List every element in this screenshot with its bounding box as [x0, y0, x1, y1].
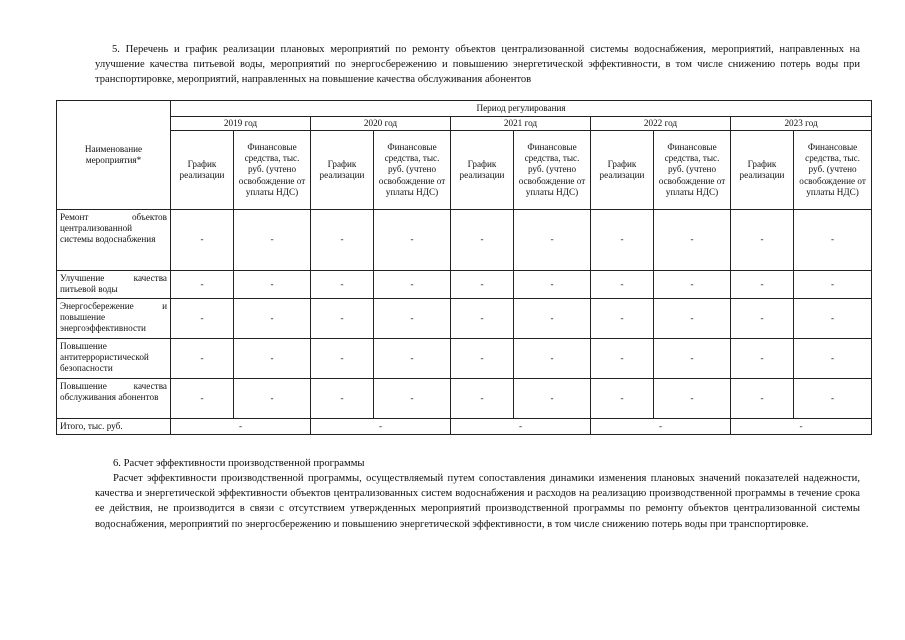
header-year: 2019 год	[171, 117, 311, 131]
table-cell: -	[171, 210, 234, 271]
total-row	[57, 419, 872, 435]
table-cell: -	[311, 271, 374, 299]
table-row	[57, 299, 872, 339]
header-schedule: График реализации	[451, 131, 514, 210]
table-cell: -	[654, 210, 731, 271]
table-cell: -	[171, 271, 234, 299]
table-cell: -	[654, 339, 731, 379]
table-cell: -	[654, 379, 731, 419]
plan-table	[56, 100, 872, 435]
header-year: 2020 год	[311, 117, 451, 131]
section-5-text: 5. Перечень и график реализации плановых мероприятий по ремонту объектов централизованной системы водоснабжения, мероприятий, направленных на улучшение качества питьевой воды, мероприятий по энергосбережению и повышению энергетической эффективности, в том числе снижению потерь воды при транспортировке, мероприятий, направленных на повышение качества обслуживания абонентов	[95, 44, 860, 86]
table-cell: -	[311, 210, 374, 271]
table-cell: -	[794, 379, 872, 419]
table-cell: -	[591, 210, 654, 271]
table-cell: -	[234, 271, 311, 299]
table-cell: -	[311, 299, 374, 339]
header-year: 2022 год	[591, 117, 731, 131]
total-label: Итого, тыс. руб.	[57, 419, 171, 435]
table-cell: -	[451, 299, 514, 339]
table-cell: -	[731, 271, 794, 299]
table-cell: -	[374, 339, 451, 379]
table-cell: -	[374, 271, 451, 299]
table-row	[57, 210, 872, 271]
table-cell: -	[451, 339, 514, 379]
table-cell: -	[514, 379, 591, 419]
table-cell: -	[374, 299, 451, 339]
table-row	[57, 339, 872, 379]
table-cell: -	[591, 271, 654, 299]
header-schedule: График реализации	[311, 131, 374, 210]
header-finance: Финансовые средства, тыс. руб. (учтено освобождение от уплаты НДС)	[514, 131, 591, 210]
header-finance: Финансовые средства, тыс. руб. (учтено освобождение от уплаты НДС)	[374, 131, 451, 210]
table-cell: -	[794, 210, 872, 271]
table-cell: -	[654, 271, 731, 299]
table-cell: -	[374, 210, 451, 271]
table-cell: -	[591, 339, 654, 379]
table-cell: -	[451, 379, 514, 419]
total-cell: -	[451, 419, 591, 435]
table-row	[57, 379, 872, 419]
table-cell: -	[311, 379, 374, 419]
table-cell: -	[654, 299, 731, 339]
row-name: Повышение антитеррористической безопасности	[57, 339, 171, 379]
total-cell: -	[311, 419, 451, 435]
table-cell: -	[374, 379, 451, 419]
header-name: Наименование мероприятия*	[57, 101, 171, 210]
table-cell: -	[514, 271, 591, 299]
table-cell: -	[171, 299, 234, 339]
row-name: Ремонт объектов централизованной системы водоснабжения	[57, 210, 171, 271]
header-period: Период регулирования	[171, 101, 872, 117]
table-cell: -	[234, 339, 311, 379]
table-cell: -	[234, 210, 311, 271]
table-cell: -	[514, 299, 591, 339]
row-name: Улучшение качества питьевой воды	[57, 271, 171, 299]
row-name: Энергосбережение и повышение энергоэффективности	[57, 299, 171, 339]
table-cell: -	[731, 210, 794, 271]
table-cell: -	[311, 339, 374, 379]
table-cell: -	[591, 299, 654, 339]
table-cell: -	[731, 379, 794, 419]
header-schedule: График реализации	[731, 131, 794, 210]
table-cell: -	[234, 379, 311, 419]
table-cell: -	[514, 339, 591, 379]
table-cell: -	[591, 379, 654, 419]
table-cell: -	[731, 339, 794, 379]
header-schedule: График реализации	[171, 131, 234, 210]
table-cell: -	[794, 271, 872, 299]
header-year: 2023 год	[731, 117, 872, 131]
table-cell: -	[171, 379, 234, 419]
total-cell: -	[591, 419, 731, 435]
header-schedule: График реализации	[591, 131, 654, 210]
table-cell: -	[234, 299, 311, 339]
section-6-text: Расчет эффективности производственной программы, осуществляемый путем сопоставления динамики изменения плановых значений показателей надежности, качества и энергетической эффективности объектов централизованных систем водоснабжения и расходов на реализацию производственной программы в течение срока ее действия, не производится в связи с отсутствием утвержденных мероприятий производственной программы по ремонту объектов централизованной системы водоснабжения, мероприятий по энергосбережению и повышению энергетической эффективности, в том числе снижению потерь воды при транспортировке.	[95, 473, 860, 530]
table-cell: -	[451, 271, 514, 299]
header-year: 2021 год	[451, 117, 591, 131]
table-cell: -	[731, 299, 794, 339]
header-finance: Финансовые средства, тыс. руб. (учтено освобождение от уплаты НДС)	[654, 131, 731, 210]
table-cell: -	[171, 339, 234, 379]
total-cell: -	[171, 419, 311, 435]
header-finance: Финансовые средства, тыс. руб. (учтено освобождение от уплаты НДС)	[794, 131, 872, 210]
table-cell: -	[794, 339, 872, 379]
table-row	[57, 271, 872, 299]
row-name: Повышение качества обслуживания абонентов	[57, 379, 171, 419]
header-finance: Финансовые средства, тыс. руб. (учтено освобождение от уплаты НДС)	[234, 131, 311, 210]
total-cell: -	[731, 419, 872, 435]
table-cell: -	[514, 210, 591, 271]
section-6-heading: 6. Расчет эффективности производственной программы	[113, 458, 365, 469]
table-cell: -	[451, 210, 514, 271]
table-cell: -	[794, 299, 872, 339]
